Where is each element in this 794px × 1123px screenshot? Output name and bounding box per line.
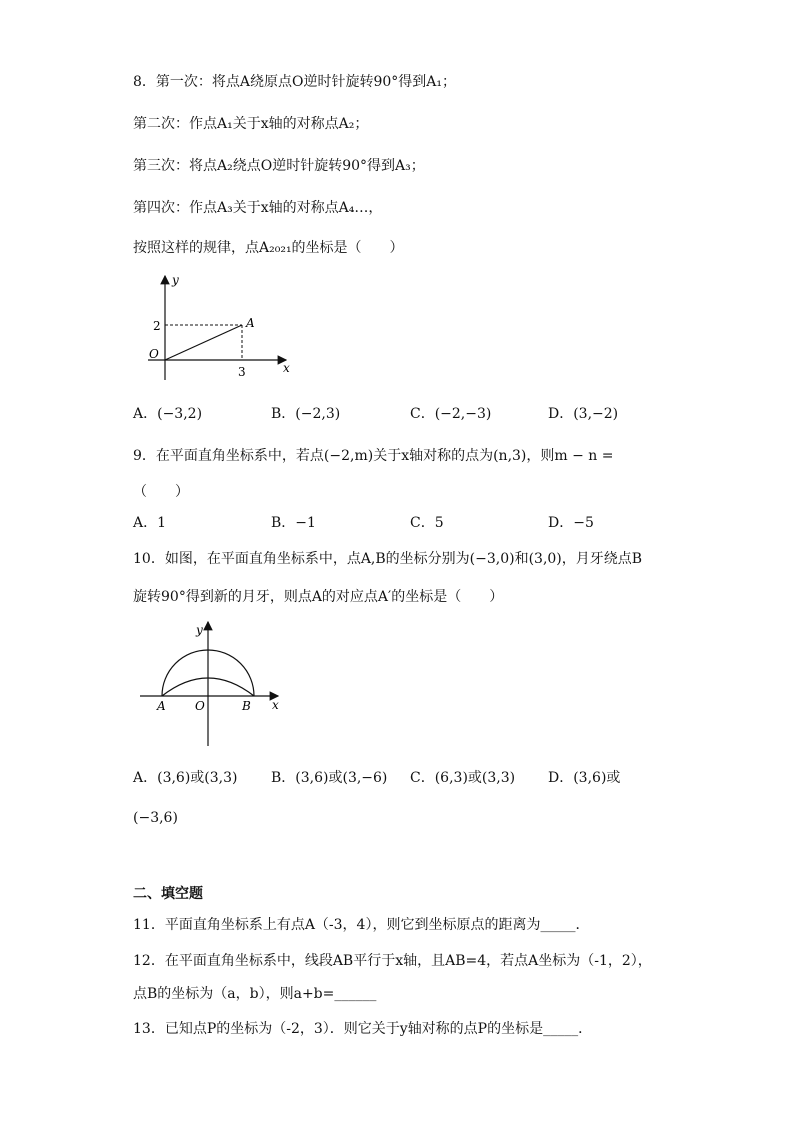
q9-line-2: （ ）: [133, 484, 189, 500]
q12-line-2: 点B的坐标为（a，b），则a+b=______: [133, 986, 377, 1002]
q8-label-y: y: [172, 273, 179, 287]
q8-line-5: 按照这样的规律，点A₂₀₂₁的坐标是（ ）: [133, 240, 404, 256]
q11-text: 11．平面直角坐标系上有点A（-3，4），则它到坐标原点的距离为_____．: [133, 917, 590, 933]
q8-label-x: x: [283, 361, 290, 375]
q9-option-c[interactable]: C．5: [410, 515, 444, 531]
q12-line-1: 12．在平面直角坐标系中，线段AB平行于x轴，且AB=4，若点A坐标为（-1，2），: [133, 953, 652, 969]
q8-line-4: 第四次：作点A₃关于x轴的对称点A₄…，: [133, 200, 383, 216]
section-title: 二、填空题: [133, 886, 203, 902]
q8-line-1: 8．第一次：将点A绕原点O逆时针旋转90°得到A₁；: [133, 74, 457, 90]
q9-line-1: 9．在平面直角坐标系中，若点(−2,m)关于x轴对称的点为(n,3)，则m − n =: [133, 448, 614, 464]
q9-option-a[interactable]: A．1: [133, 515, 167, 531]
q8-tick-2: 2: [153, 319, 161, 333]
q9-option-d[interactable]: D．−5: [548, 515, 594, 531]
q10-option-c[interactable]: C．(6,3)或(3,3): [410, 770, 516, 786]
q10-label-b: B: [242, 699, 251, 713]
q10-option-b[interactable]: B．(3,6)或(3,−6): [271, 770, 388, 786]
q10-label-x: x: [272, 698, 279, 712]
q13-text: 13．已知点P的坐标为（-2，3）．则它关于y轴对称的点P的坐标是_____．: [133, 1021, 593, 1037]
q8-figure: [140, 272, 300, 382]
q10-label-o: O: [195, 699, 205, 713]
q8-line-2: 第二次：作点A₁关于x轴的对称点A₂；: [133, 116, 369, 132]
q8-segment-oa: [165, 325, 242, 360]
q10-option-a[interactable]: A．(3,6)或(3,3): [133, 770, 238, 786]
q10-label-a: A: [157, 699, 166, 713]
q8-line-3: 第三次：将点A₂绕点O逆时针旋转90°得到A₃；: [133, 158, 425, 174]
q8-label-o: O: [149, 347, 159, 361]
q8-label-a: A: [246, 316, 255, 330]
q10-option-d[interactable]: D．(3,6)或: [548, 770, 621, 786]
q10-figure: [140, 620, 290, 750]
q8-option-c[interactable]: C．(−2,−3): [410, 406, 492, 422]
q9-option-b[interactable]: B．−1: [271, 515, 316, 531]
q8-option-b[interactable]: B．(−2,3): [271, 406, 341, 422]
q10-label-y: y: [196, 623, 203, 637]
q10-line-2: 旋转90°得到新的月牙，则点A的对应点A′的坐标是（ ）: [133, 589, 504, 605]
q8-tick-3: 3: [238, 365, 246, 379]
q8-option-d[interactable]: D．(3,−2): [548, 406, 619, 422]
q10-option-d-continued: (−3,6): [133, 810, 178, 826]
q8-option-a[interactable]: A．(−3,2): [133, 406, 203, 422]
q10-line-1: 10．如图，在平面直角坐标系中，点A,B的坐标分别为(−3,0)和(3,0)，月牙绕点B: [133, 551, 643, 567]
